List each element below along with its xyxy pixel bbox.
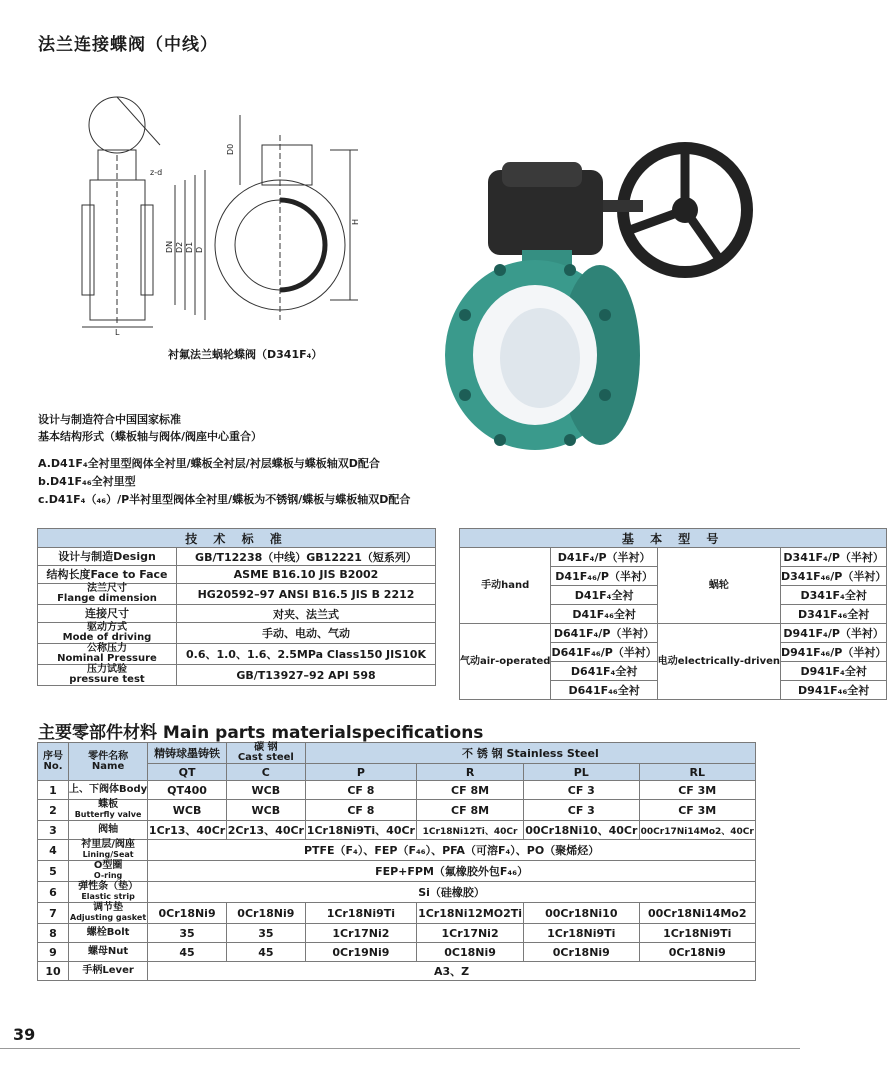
page-title: 法兰连接蝶阀（中线） [38, 35, 218, 55]
bottom-rule [0, 1048, 800, 1049]
table-row: 1 上、下阀体Body QT400 WCB CF 8 CF 8M CF 3 CF 3M [38, 781, 756, 800]
table-row: D641F₄全衬 D941F₄全衬 [460, 662, 887, 681]
svg-text:D1: D1 [185, 241, 194, 253]
table-row: 4 衬里层/阀座 Lining/Seat PTFE（F₄）、FEP（F₄₆）、PFA（可溶F₄）、PO（聚烯烃） [38, 840, 756, 861]
svg-text:D0: D0 [226, 143, 235, 155]
description-line-3: A.D41F₄全衬里型阀体全衬里/蝶板全衬层/衬层蝶板与蝶板轴双D配合 [38, 457, 380, 470]
svg-text:z-d: z-d [150, 168, 163, 177]
table-row: 法兰尺寸 Flange dimension HG20592–97 ANSI B16.5 JIS B 2212 [38, 584, 436, 605]
table-row: 2 蝶板 Butterfly valve WCB WCB CF 8 CF 8M CF 3 CF 3M [38, 800, 756, 821]
table-row: D641F₄₆全衬 D941F₄₆全衬 [460, 681, 887, 700]
handwheel-outline [89, 97, 145, 153]
tech-table-title: 技 术 标 准 [38, 529, 436, 548]
tech-standards-table [37, 528, 436, 686]
table-row: 压力试验 pressure test GB/T13927–92 API 598 [38, 665, 436, 686]
parts-material-table: 序号 No. 零件名称 Name 精铸球墨铸铁 碳 钢 Cast steel 不 锈 钢 Stainless Steel QT C P R PL RL 1 上、下阀体Body QT400 WCB CF 8 CF 8M CF 3 CF 3M 2 蝶板 Butterfly valve WCB WCB CF 8 CF 8M CF 3 CF 3M 3 阀轴 1Cr13、40Cr 2Cr13、40Cr 1Cr18Ni9Ti、40Cr 1Cr18Ni12Ti、40Cr 00Cr18Ni10、40Cr 00Cr17Ni14Mo2、40Cr 4 衬里层/阀座 Lining/Seat PTFE（F₄）、FEP（F₄₆）、PFA（可溶F₄）、PO（聚烯烃） 5 O型圈 O-ring FEP+FPM（氟橡胶外包F₄₆） 6 弹性条（垫） Elastic strip Si（硅橡胶） 7 调节垫 Adjusting gasket 0Cr18Ni9 0Cr18Ni9 1Cr18Ni9Ti 1Cr18Ni12MO2Ti 00Cr18Ni10 00Cr18Ni14Mo2 8 螺栓Bolt 35 35 1Cr17Ni2 1Cr17Ni2 1Cr18Ni9Ti 1Cr18Ni9Ti 9 螺母Nut 45 45 0Cr19Ni9 0C18Ni9 0Cr18Ni9 0Cr18Ni9 10 手柄Lever A3、Z [37, 742, 756, 981]
table-row: D41F₄₆全衬 D341F₄₆全衬 [460, 605, 887, 624]
table-row: 7 调节垫 Adjusting gasket 0Cr18Ni9 0Cr18Ni9 1Cr18Ni9Ti 1Cr18Ni12MO2Ti 00Cr18Ni10 00Cr18Ni14Mo2 [38, 903, 756, 924]
table-row: 5 O型圈 O-ring FEP+FPM（氟橡胶外包F₄₆） [38, 861, 756, 882]
basic-model-table [459, 528, 887, 700]
table-row: 设计与制造Design GB/T12238（中线）GB12221（短系列） [38, 548, 436, 566]
table-row: 手动hand D41F₄/P（半衬） 蜗轮 D341F₄/P（半衬） [460, 548, 887, 567]
valve-product-photo [440, 100, 760, 460]
svg-text:H: H [351, 218, 360, 225]
svg-text:DN: DN [165, 240, 174, 253]
drawing-caption: 衬氟法兰蜗轮蝶阀（D341F₄） [168, 348, 323, 361]
description-line-4: b.D41F₄₆全衬里型 [38, 475, 136, 488]
model-table-title: 基 本 型 号 [460, 529, 887, 548]
table-row: 8 螺栓Bolt 35 35 1Cr17Ni2 1Cr17Ni2 1Cr18Ni9Ti 1Cr18Ni9Ti [38, 924, 756, 943]
table-row: 6 弹性条（垫） Elastic strip Si（硅橡胶） [38, 882, 756, 903]
table-row: 3 阀轴 1Cr13、40Cr 2Cr13、40Cr 1Cr18Ni9Ti、40Cr 1Cr18Ni12Ti、40Cr 00Cr18Ni10、40Cr 00Cr17Ni14Mo2、40Cr [38, 821, 756, 840]
description-line-5: c.D41F₄（₄₆）/P半衬里型阀体全衬里/蝶板为不锈钢/蝶板与蝶板轴双D配合 [38, 493, 411, 506]
technical-drawing [40, 95, 370, 335]
table-row: 10 手柄Lever A3、Z [38, 962, 756, 981]
svg-text:D: D [195, 246, 204, 253]
table-row: D41F₄₆/P（半衬） D341F₄₆/P（半衬） [460, 567, 887, 586]
table-row: 公称压力 Nominal Pressure 0.6、1.0、1.6、2.5MPa Class150 JIS10K [38, 644, 436, 665]
parts-section-title: 主要零部件材料 Main parts materialspecifications [38, 723, 484, 743]
page-number: 39 [13, 1025, 36, 1044]
svg-text:D2: D2 [175, 241, 184, 253]
description-line-1: 设计与制造符合中国国家标准 [38, 413, 181, 426]
table-row: 结构长度Face to Face ASME B16.10 JIS B2002 [38, 566, 436, 584]
table-row: D641F₄₆/P（半衬） D941F₄₆/P（半衬） [460, 643, 887, 662]
table-row: D41F₄全衬 D341F₄全衬 [460, 586, 887, 605]
table-row: 气动air-operated D641F₄/P（半衬） 电动electrically-driven D941F₄/P（半衬） [460, 624, 887, 643]
svg-text:L: L [115, 328, 120, 337]
description-line-2: 基本结构形式（蝶板轴与阀体/阀座中心重合） [38, 430, 263, 443]
table-row: 9 螺母Nut 45 45 0Cr19Ni9 0C18Ni9 0Cr18Ni9 0Cr18Ni9 [38, 943, 756, 962]
table-row: 连接尺寸 对夹、法兰式 [38, 605, 436, 623]
table-row: 驱动方式 Mode of driving 手动、电动、气动 [38, 623, 436, 644]
